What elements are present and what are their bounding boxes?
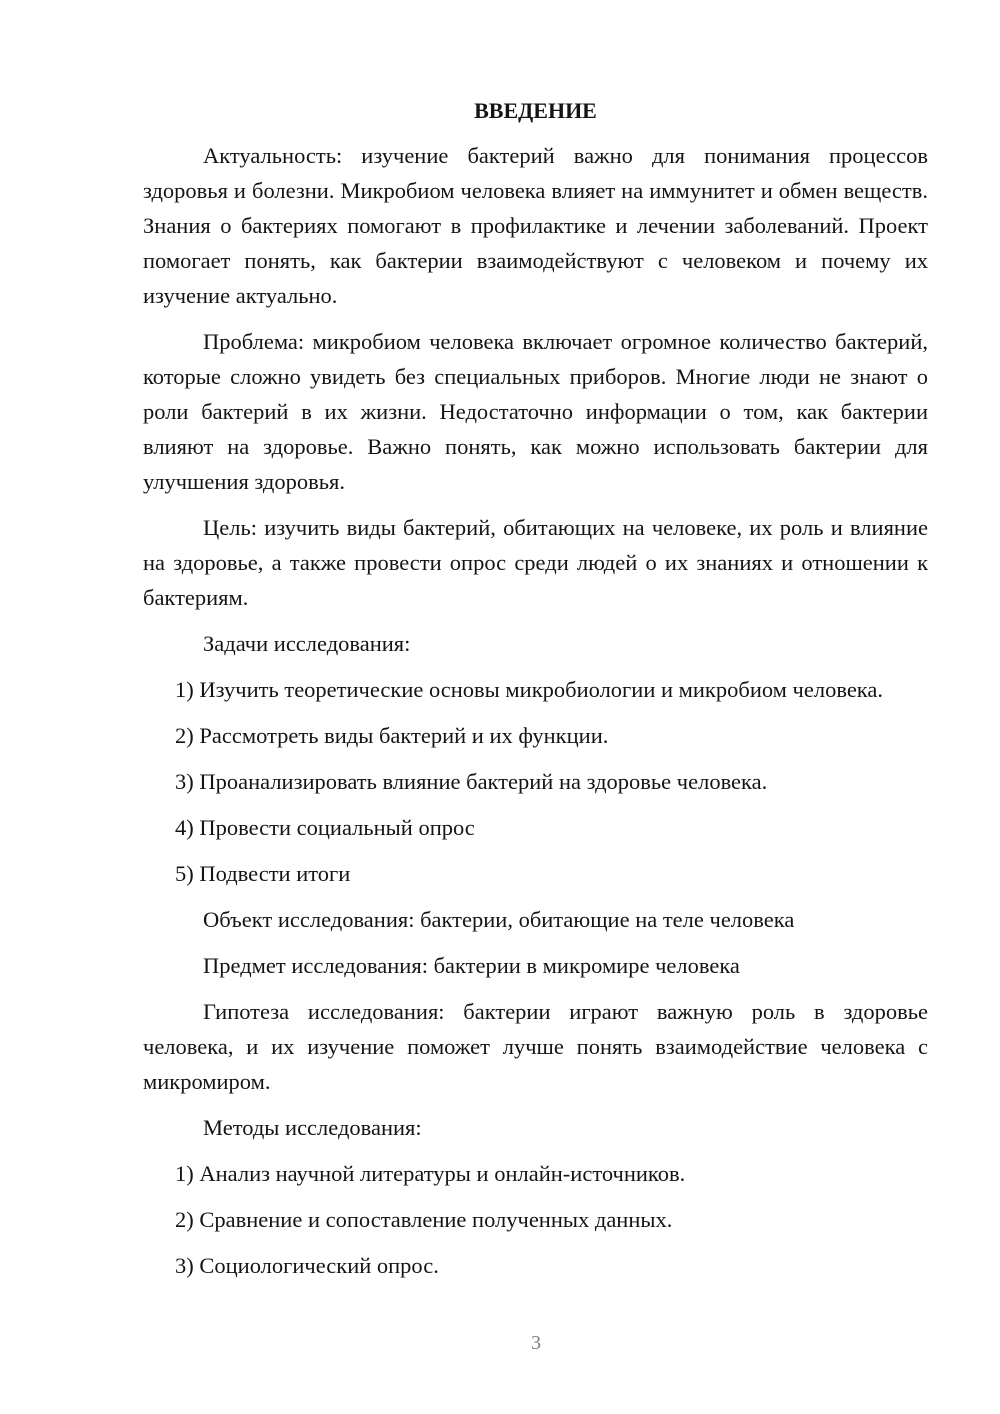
- research-object: Объект исследования: бактерии, обитающие на теле человека: [203, 907, 795, 932]
- methods-heading: Методы исследования:: [203, 1115, 422, 1140]
- page-title: ВВЕДЕНИЕ: [474, 98, 597, 123]
- research-subject: Предмет исследования: бактерии в микромире человека: [203, 953, 740, 978]
- document-page: [143, 90, 928, 1294]
- method-item: 3) Социологический опрос.: [175, 1253, 439, 1278]
- goal-paragraph: Цель: изучить виды бактерий, обитающих на человеке, их роль и влияние на здоровье, а также провести опрос среди людей о их знаниях и отношении к бактериям.: [143, 515, 928, 610]
- task-item: 3) Проанализировать влияние бактерий на здоровье человека.: [175, 769, 768, 794]
- problem-paragraph: Проблема: микробиом человека включает огромное количество бактерий, которые сложно увидеть без специальных приборов. Многие люди не знают о роли бактерий в их жизни. Недостаточно информации о том, как бактерии влияют на здоровье. Важно понять, как можно использовать бактерии для улучшения здоровья.: [143, 329, 928, 494]
- task-item: 5) Подвести итоги: [175, 861, 351, 886]
- task-item: 1) Изучить теоретические основы микробиологии и микробиом человека.: [175, 677, 884, 702]
- page-number: 3: [531, 1332, 541, 1354]
- method-item: 2) Сравнение и сопоставление полученных данных.: [175, 1207, 673, 1232]
- relevance-paragraph: Актуальность: изучение бактерий важно для понимания процессов здоровья и болезни. Микробиом человека влияет на иммунитет и обмен веществ. Знания о бактериях помогают в профилактике и лечении заболеваний. Проект помогает понять, как бактерии взаимодействуют с человеком и почему их изучение актуально.: [143, 143, 928, 308]
- tasks-heading: Задачи исследования:: [203, 631, 411, 656]
- hypothesis-paragraph: Гипотеза исследования: бактерии играют важную роль в здоровье человека, и их изучение поможет лучше понять взаимодействие человека с микромиром.: [143, 999, 928, 1094]
- task-item: 4) Провести социальный опрос: [175, 815, 475, 840]
- task-item: 2) Рассмотреть виды бактерий и их функции.: [175, 723, 609, 748]
- method-item: 1) Анализ научной литературы и онлайн-источников.: [175, 1161, 686, 1186]
